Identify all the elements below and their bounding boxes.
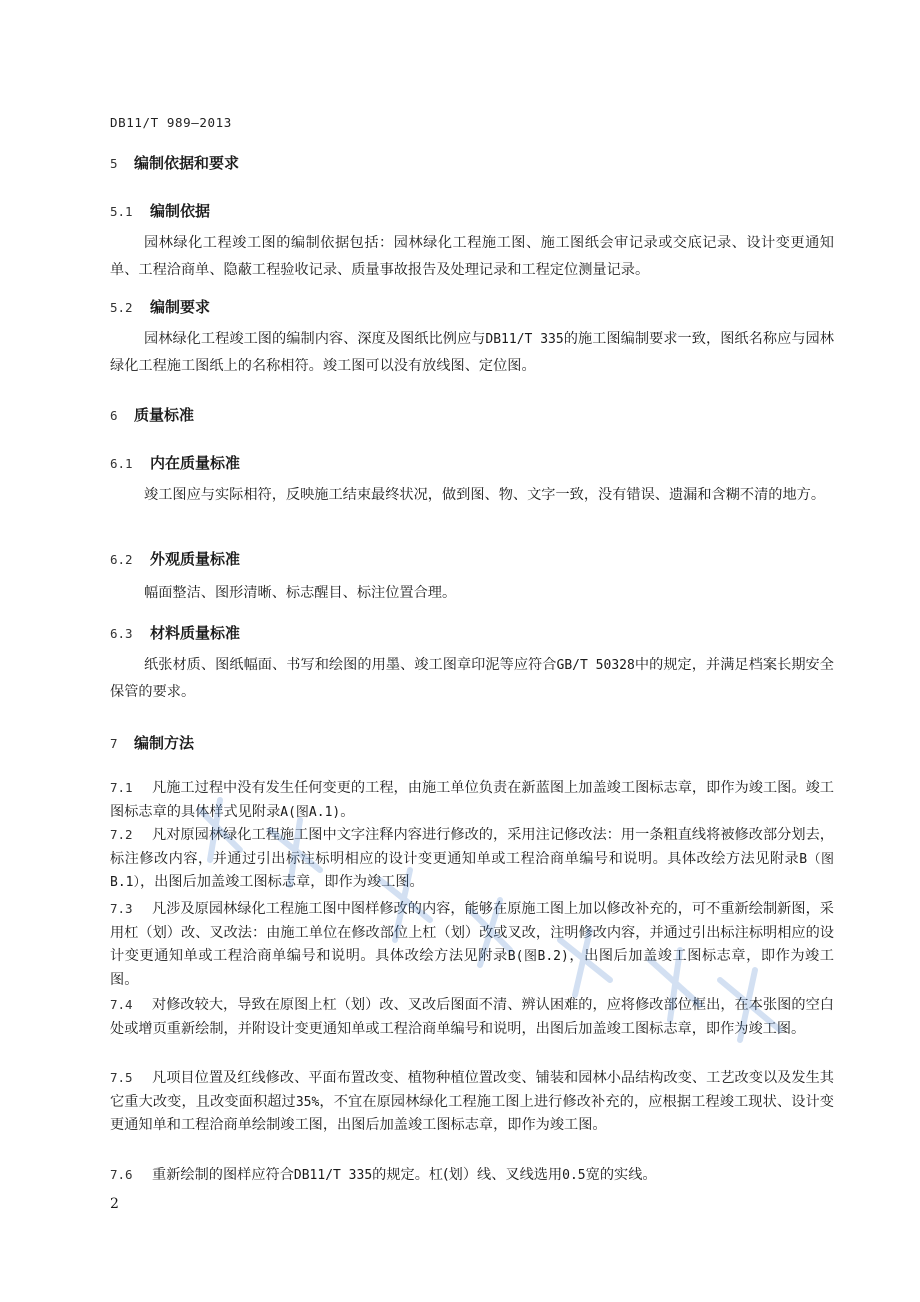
text-run: 凡项目位置及红线修改、平面布置改变、植物种植位置改变、铺装和园林小品结构改变、工艺改变以及发生其它重大改变，且改变面积超过 [110, 1070, 834, 1110]
section-5-1-heading [110, 200, 210, 221]
section-number: 5 [110, 156, 118, 171]
standard-reference: DB11/T 335 [293, 1168, 373, 1183]
text-run: 园林绿化工程竣工图的编制内容、深度及图纸比例应与 [144, 331, 486, 347]
percentage-value: 35% [295, 1094, 320, 1110]
text-run: 凡施工过程中没有发生任何变更的工程，由施工单位负责在新蓝图上加盖竣工图标志章，即作为竣工图。竣工图标志章的具体样式见附录 [110, 780, 834, 820]
section-title: 质量标准 [134, 406, 195, 424]
text-run: 。 [340, 803, 355, 820]
section-title: 编制依据和要求 [134, 154, 240, 172]
section-6-2-heading [110, 548, 240, 569]
text-run: 的规定。杠(划）线、叉线选用 [372, 1167, 563, 1183]
section-title: 材料质量标准 [150, 624, 241, 642]
page-number: 2 [110, 1196, 119, 1212]
text-run: 中的规定，并满足档案长期安全保管的要求。 [110, 657, 834, 700]
section-5-heading [110, 152, 239, 173]
section-5-2-heading [110, 296, 210, 317]
section-5-2-paragraph [110, 326, 834, 380]
section-title: 外观质量标准 [150, 550, 241, 568]
section-number: 5.2 [110, 300, 133, 315]
appendix-reference: A(图A.1) [280, 804, 341, 820]
clause-7-5 [110, 1066, 834, 1138]
section-title: 编制依据 [150, 202, 211, 220]
section-number: 6 [110, 408, 118, 423]
appendix-reference: B(图B.2) [507, 949, 569, 964]
section-title: 内在质量标准 [150, 454, 241, 472]
clause-7-2 [110, 823, 834, 895]
clause-number: 7.4 [110, 997, 133, 1012]
text-run: ，不宜在原园林绿化工程施工图上进行修改补充的，应根据工程竣工现状、设计变更通知单和工程洽商单绘制竣工图，出图后加盖竣工图标志章，即作为竣工图。 [110, 1093, 834, 1133]
standard-reference: DB11/T 335 [485, 332, 564, 347]
section-number: 6.1 [110, 456, 133, 471]
text-run: 对修改较大，导致在原图上杠（划）改、叉改后图面不清、辨认困难的，应将修改部位框出，在本张图的空白处或增页重新绘制，并附设计变更通知单或工程洽商单编号和说明，出图后加盖竣工图标志章，即作为竣工图。 [110, 997, 834, 1037]
section-6-2-paragraph: 幅面整洁、图形清晰、标志醒目、标注位置合理。 [144, 585, 457, 601]
section-6-3-paragraph [110, 652, 834, 706]
clause-number: 7.6 [110, 1167, 133, 1182]
section-6-heading [110, 404, 194, 425]
section-title: 编制方法 [134, 734, 195, 752]
line-width-value: 0.5 [562, 1168, 586, 1183]
section-7-heading [110, 732, 194, 753]
text-run: 的施工图编制要求一致，图纸名称应与园林绿化工程施工图纸上的名称相符。竣工图可以没有放线图、定位图。 [110, 331, 834, 374]
section-5-1-paragraph: 园林绿化工程竣工图的编制依据包括：园林绿化工程施工图、施工图纸会审记录或交底记录、设计变更通知单、工程洽商单、隐蔽工程验收记录、质量事故报告及处理记录和工程定位测量记录。 [110, 235, 834, 278]
section-6-3-heading [110, 622, 240, 643]
text-run: 宽的实线。 [585, 1167, 657, 1183]
text-run: 凡对原园林绿化工程施工图中文字注释内容进行修改的，采用注记修改法：用一条粗直线将被修改部分划去，标注修改内容，并通过引出标注标明相应的设计变更通知单或工程洽商单编号和说明。具体改绘方法见附录 [110, 827, 834, 867]
section-number: 7 [110, 736, 118, 751]
clause-number: 7.1 [110, 780, 133, 795]
text-run: 纸张材质、图纸幅面、书写和绘图的用墨、竣工图章印泥等应符合 [144, 657, 557, 673]
section-number: 6.2 [110, 552, 133, 567]
clause-number: 7.5 [110, 1070, 133, 1085]
clause-number: 7.3 [110, 901, 133, 916]
text-run: 凡涉及原园林绿化工程施工图中图样修改的内容，能够在原施工图上加以修改补充的，可不重新绘制新图，采用杠（划）改、叉改法：由施工单位在修改部位上杠（划）改或叉改，注明修改内容，并通过引出标注标明相应的设计变更通知单或工程洽商单编号和说明。具体改绘方法见附录 [110, 901, 834, 964]
section-title: 编制要求 [150, 298, 211, 316]
section-number: 5.1 [110, 204, 133, 219]
section-6-1-heading [110, 452, 240, 473]
section-number: 6.3 [110, 626, 133, 641]
document-code-header: DB11/T 989—2013 [110, 115, 232, 130]
text-run: ，出图后加盖竣工图标志章，即作为竣工图。 [110, 948, 834, 988]
text-run: ，出图后加盖竣工图标志章，即作为竣工图。 [139, 874, 424, 890]
clause-7-1 [110, 776, 834, 824]
clause-number: 7.2 [110, 827, 133, 842]
standard-reference: GB/T 50328 [556, 658, 635, 673]
clause-7-4 [110, 993, 834, 1041]
section-6-1-paragraph: 竣工图应与实际相符，反映施工结束最终状况，做到图、物、文字一致，没有错误、遗漏和含糊不清的地方。 [144, 487, 826, 503]
clause-7-6 [110, 1163, 834, 1188]
clause-7-3 [110, 897, 834, 992]
text-run: 重新绘制的图样应符合 [152, 1167, 294, 1183]
appendix-reference: B（图B.1） [110, 851, 834, 890]
